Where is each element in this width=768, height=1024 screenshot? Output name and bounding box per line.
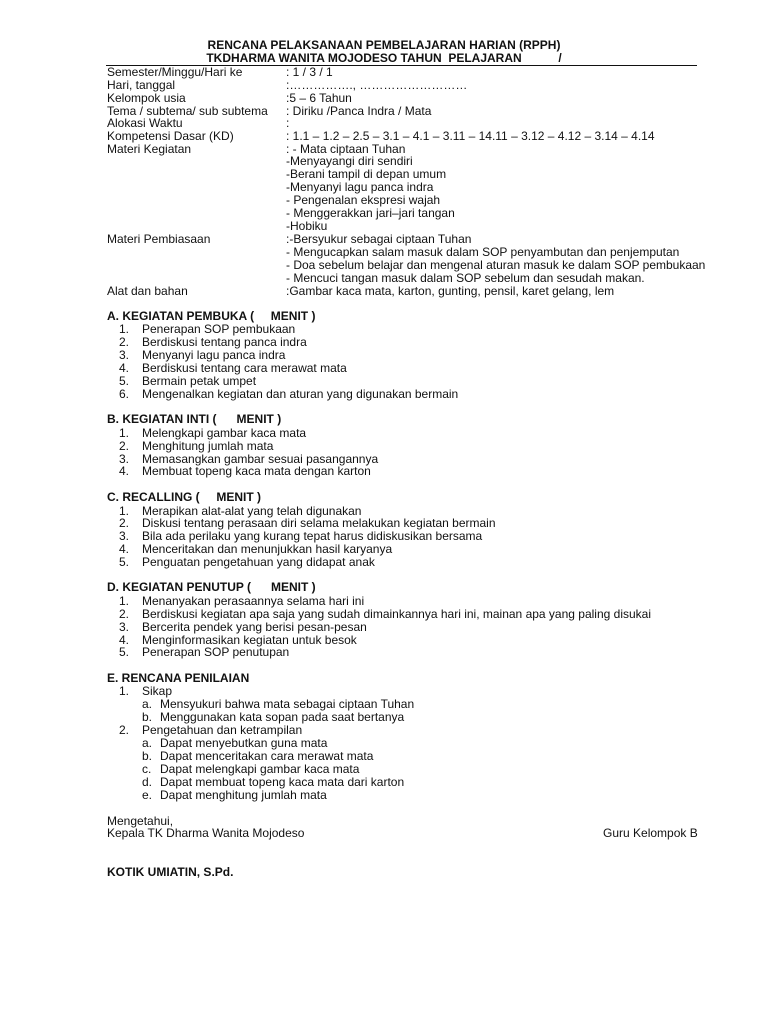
info-value: -Menyayangi diri sendiri <box>286 154 413 168</box>
signatory-name: KOTIK UMIATIN, S.Pd. <box>107 865 234 879</box>
item-text: Diskusi tentang perasaan diri selama melakukan kegiatan bermain <box>142 516 496 530</box>
section-heading-a: A. KEGIATAN PEMBUKA ( MENIT ) <box>107 309 316 323</box>
info-label: Materi Pembiasaan <box>107 232 211 246</box>
info-value: :5 – 6 Tahun <box>286 91 352 105</box>
info-value: : Diriku /Panca Indra / Mata <box>286 104 432 118</box>
kepala-title: Kepala TK Dharma Wanita Mojodeso <box>107 826 305 840</box>
sub-item-text: Dapat menceritakan cara merawat mata <box>160 749 374 763</box>
item-text: Merapikan alat-alat yang telah digunakan <box>142 504 362 518</box>
sub-item-text: Dapat menghitung jumlah mata <box>160 788 327 802</box>
sub-item-text: Menggunakan kata sopan pada saat bertanya <box>160 710 405 724</box>
info-value: : - Mata ciptaan Tuhan <box>286 142 406 156</box>
info-value: : 1 / 3 / 1 <box>286 65 333 79</box>
item-number: 5. <box>119 555 130 569</box>
item-text: Berdiskusi tentang panca indra <box>142 335 307 349</box>
item-number: 1. <box>119 426 130 440</box>
sub-item-text: Mensyukuri bahwa mata sebagai ciptaan Tuhan <box>160 697 415 711</box>
section-heading-e: E. RENCANA PENILAIAN <box>107 671 250 685</box>
info-value: :-Bersyukur sebagai ciptaan Tuhan <box>286 232 472 246</box>
item-text: Memasangkan gambar sesuai pasangannya <box>142 452 379 466</box>
guru-title: Guru Kelompok B <box>603 826 698 840</box>
section-heading-d: D. KEGIATAN PENUTUP ( MENIT ) <box>107 580 316 594</box>
item-text: Penerapan SOP pembukaan <box>142 322 296 336</box>
item-number: 1. <box>119 594 130 608</box>
sub-item-text: Dapat menyebutkan guna mata <box>160 736 328 750</box>
item-number: 1. <box>119 504 130 518</box>
item-number: 1. <box>119 322 130 336</box>
document-title: RENCANA PELAKSANAAN PEMBELAJARAN HARIAN (RPPH) <box>207 38 561 52</box>
item-number: 5. <box>119 645 130 659</box>
sub-item-letter: a. <box>142 736 153 750</box>
item-text: Sikap <box>142 684 173 698</box>
item-text: Menginformasikan kegiatan untuk besok <box>142 633 357 647</box>
item-text: Mengenalkan kegiatan dan aturan yang digunakan bermain <box>142 387 459 401</box>
section-heading-b: B. KEGIATAN INTI ( MENIT ) <box>107 412 282 426</box>
info-value: - Mengucapkan salam masuk dalam SOP penyambutan dan penjemputan <box>286 245 680 259</box>
info-value: - Menggerakkan jari–jari tangan <box>286 206 455 220</box>
sub-item-letter: b. <box>142 749 153 763</box>
info-value: -Hobiku <box>286 219 328 233</box>
item-text: Bercerita pendek yang berisi pesan-pesan <box>142 620 367 634</box>
item-number: 1. <box>119 684 130 698</box>
item-number: 4. <box>119 633 130 647</box>
item-number: 4. <box>119 542 130 556</box>
item-number: 2. <box>119 335 130 349</box>
sub-item-letter: b. <box>142 710 153 724</box>
item-text: Melengkapi gambar kaca mata <box>142 426 307 440</box>
item-number: 3. <box>119 452 130 466</box>
item-text: Menyanyi lagu panca indra <box>142 348 286 362</box>
info-label: Alat dan bahan <box>107 284 188 298</box>
info-value: - Doa sebelum belajar dan mengenal aturan masuk ke dalam SOP pembukaan <box>286 258 706 272</box>
item-number: 2. <box>119 439 130 453</box>
item-text: Menanyakan perasaannya selama hari ini <box>142 594 365 608</box>
section-heading-c: C. RECALLING ( MENIT ) <box>107 490 261 504</box>
item-text: Menghitung jumlah mata <box>142 439 274 453</box>
info-value: :……………., ……………………… <box>286 78 468 92</box>
sub-item-letter: e. <box>142 788 153 802</box>
sub-item-letter: d. <box>142 775 153 789</box>
item-text: Bermain petak umpet <box>142 374 257 388</box>
item-number: 3. <box>119 529 130 543</box>
item-text: Menceritakan dan menunjukkan hasil karyanya <box>142 542 393 556</box>
info-value: : 1.1 – 1.2 – 2.5 – 3.1 – 4.1 – 3.11 – 14.11 – 3.12 – 4.12 – 3.14 – 4.14 <box>286 129 655 143</box>
item-number: 6. <box>119 387 130 401</box>
info-value: : <box>286 116 290 130</box>
item-number: 3. <box>119 348 130 362</box>
item-text: Berdiskusi kegiatan apa saja yang sudah dimainkannya hari ini, mainan apa yang paling disukai <box>142 607 651 621</box>
info-value: -Berani tampil di depan umum <box>286 167 447 181</box>
item-text: Penguatan pengetahuan yang didapat anak <box>142 555 375 569</box>
info-label: Kelompok usia <box>107 91 186 105</box>
info-value: -Menyanyi lagu panca indra <box>286 180 434 194</box>
item-text: Membuat topeng kaca mata dengan karton <box>142 464 371 478</box>
info-label: Materi Kegiatan <box>107 142 192 156</box>
item-number: 2. <box>119 516 130 530</box>
item-number: 5. <box>119 374 130 388</box>
sub-item-text: Dapat membuat topeng kaca mata dari karton <box>160 775 405 789</box>
info-label: Kompetensi Dasar (KD) <box>107 129 234 143</box>
info-value: - Pengenalan ekspresi wajah <box>286 193 441 207</box>
sub-item-letter: c. <box>142 762 152 776</box>
sub-item-letter: a. <box>142 697 153 711</box>
info-label: Hari, tanggal <box>107 78 176 92</box>
sub-item-text: Dapat melengkapi gambar kaca mata <box>160 762 360 776</box>
item-number: 4. <box>119 464 130 478</box>
info-label: Tema / subtema/ sub subtema <box>107 104 268 118</box>
item-text: Berdiskusi tentang cara merawat mata <box>142 361 347 375</box>
item-text: Pengetahuan dan ketrampilan <box>142 723 303 737</box>
info-label: Semester/Minggu/Hari ke <box>107 65 243 79</box>
document-subtitle: TKDHARMA WANITA MOJODESO TAHUN PELAJARAN / <box>206 51 562 65</box>
item-number: 2. <box>119 607 130 621</box>
item-number: 4. <box>119 361 130 375</box>
info-value: - Mencuci tangan masuk dalam SOP sebelum dan sesudah makan. <box>286 271 645 285</box>
item-text: Bila ada perilaku yang kurang tepat harus didiskusikan bersama <box>142 529 483 543</box>
item-number: 2. <box>119 723 130 737</box>
info-label: Alokasi Waktu <box>107 116 183 130</box>
item-number: 3. <box>119 620 130 634</box>
mengetahui-text: Mengetahui, <box>107 814 174 828</box>
item-text: Penerapan SOP penutupan <box>142 645 290 659</box>
info-value: :Gambar kaca mata, karton, gunting, pensil, karet gelang, lem <box>286 284 615 298</box>
